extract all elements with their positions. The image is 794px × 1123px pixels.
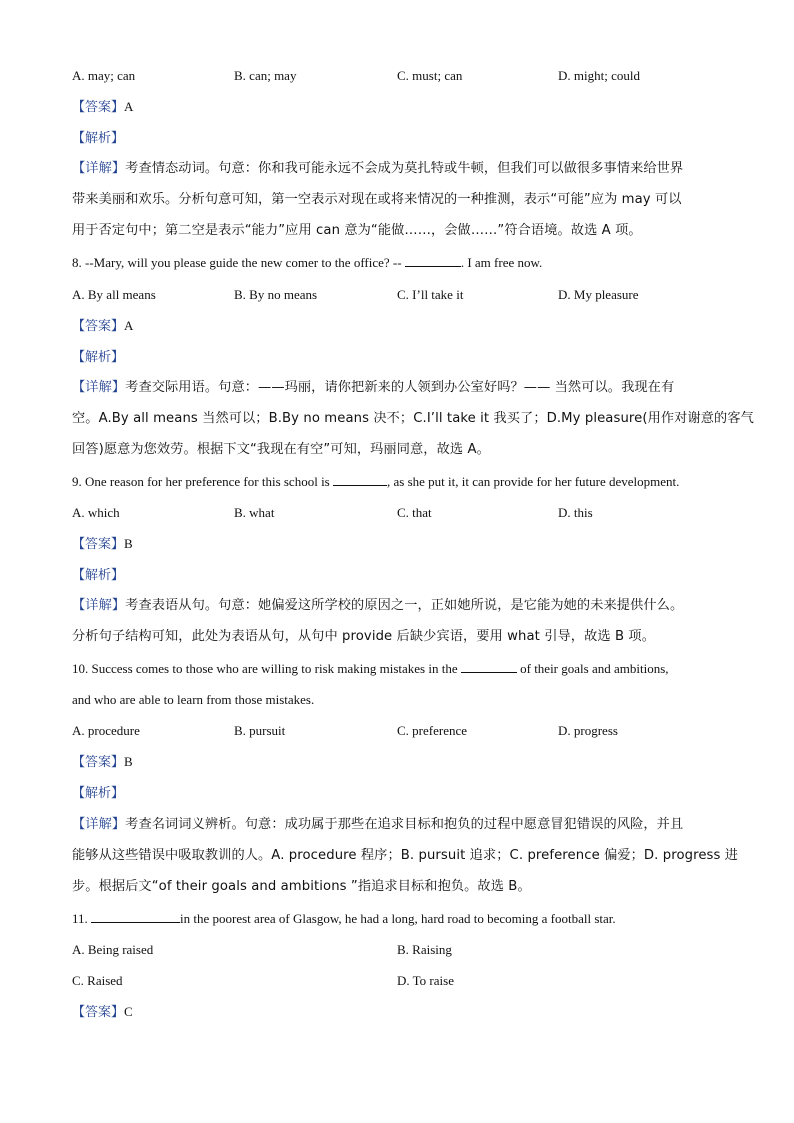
q9-option-c: C. that	[397, 505, 432, 520]
analysis-tag: 【解析】	[72, 350, 125, 365]
detail-tag: 【详解】	[72, 598, 126, 613]
q10-option-a: A. procedure	[72, 723, 140, 738]
q7-detail-line-3: 用于否定句中；第二空是表示“能力”应用 can 意为“能做……，会做……”符合语境。故选 A 项。	[72, 223, 642, 238]
q9-detail-line-1	[72, 597, 683, 615]
answer-value: C	[124, 1004, 133, 1019]
q7-option-a: A. may; can	[72, 68, 136, 83]
stem-text: . I am free now.	[460, 255, 543, 270]
detail-tag: 【详解】	[72, 380, 126, 395]
q8-answer	[72, 317, 133, 336]
answer-value: A	[124, 99, 134, 114]
q8-detail-line-2: 空。A.By all means 当然可以；B.By no means 决不；C.I’ll take it 我买了；D.My pleasure(用作对谢意的客气	[72, 411, 754, 426]
answer-value: B	[124, 536, 133, 551]
q11-option-c: C. Raised	[72, 973, 123, 988]
q8-option-a: A. By all means	[72, 287, 156, 302]
answer-tag: 【答案】	[72, 1005, 125, 1020]
q8-option-b: B. By no means	[234, 287, 318, 302]
answer-blank	[333, 473, 387, 486]
q11-answer	[72, 1003, 133, 1022]
q10-detail-line-2: 能够从这些错误中吸取教训的人。A. procedure 程序；B. pursuit 追求；C. preference 偏爱；D. progress 进	[72, 848, 739, 863]
q11-option-b: B. Raising	[397, 942, 452, 957]
q9-option-b: B. what	[234, 505, 275, 520]
answer-blank	[91, 910, 180, 923]
q7-option-d: D. might; could	[558, 68, 640, 83]
q11-option-d: D. To raise	[397, 973, 454, 988]
q8-detail-line-3: 回答)愿意为您效劳。根据下文“我现在有空”可知，玛丽同意，故选 A。	[72, 442, 490, 457]
detail-text: 考查情态动词。句意：你和我可能永远不会成为莫扎特或牛顿，但我们可以做很多事情来给世界	[125, 161, 684, 176]
detail-tag: 【详解】	[72, 161, 126, 176]
analysis-tag: 【解析】	[72, 568, 125, 583]
stem-text: , as she put it, it can provide for her future development.	[386, 474, 680, 489]
detail-text: 考查交际用语。句意：——玛丽，请你把新来的人领到办公室好吗？—— 当然可以。我现在有	[125, 380, 675, 395]
q10-stem-line-2: and who are able to learn from those mistakes.	[72, 692, 315, 707]
q7-option-b: B. can; may	[234, 68, 297, 83]
q7-detail-line-1	[72, 160, 683, 178]
answer-value: A	[124, 318, 134, 333]
detail-text: 考查表语从句。句意：她偏爱这所学校的原因之一，正如她所说，是它能为她的未来提供什么。	[125, 598, 684, 613]
q10-detail-line-3: 步。根据后文“of their goals and ambitions ”指追求目标和抱负。故选 B。	[72, 879, 531, 894]
q9-answer	[72, 535, 133, 554]
stem-text: 10. Success comes to those who are willing to risk making mistakes in the	[72, 661, 461, 676]
q10-option-d: D. progress	[558, 723, 618, 738]
q9-analysis	[72, 566, 124, 585]
answer-tag: 【答案】	[72, 537, 125, 552]
answer-value: B	[124, 754, 133, 769]
q10-option-b: B. pursuit	[234, 723, 286, 738]
answer-tag: 【答案】	[72, 755, 125, 770]
detail-text: 考查名词词义辨析。句意：成功属于那些在追求目标和抱负的过程中愿意冒犯错误的风险，并且	[125, 817, 684, 832]
q9-stem	[72, 473, 679, 491]
q10-analysis	[72, 784, 124, 803]
answer-tag: 【答案】	[72, 319, 125, 334]
stem-text: 8. --Mary, will you please guide the new comer to the office? --	[72, 255, 405, 270]
q9-option-d: D. this	[558, 505, 593, 520]
q8-stem	[72, 254, 542, 272]
stem-text: 9. One reason for her preference for this school is	[72, 474, 333, 489]
q9-option-a: A. which	[72, 505, 120, 520]
q8-option-c: C. I’ll take it	[397, 287, 464, 302]
stem-text: 11.	[72, 911, 92, 926]
answer-blank	[461, 660, 517, 673]
q10-stem-line-1	[72, 660, 669, 678]
q10-option-c: C. preference	[397, 723, 468, 738]
q9-detail-line-2: 分析句子结构可知，此处为表语从句，从句中 provide 后缺少宾语，要用 what 引导，故选 B 项。	[72, 629, 655, 644]
q11-stem	[72, 910, 616, 928]
analysis-tag: 【解析】	[72, 786, 125, 801]
stem-text: in the poorest area of Glasgow, he had a long, hard road to becoming a football star.	[180, 911, 616, 926]
q11-option-a: A. Being raised	[72, 942, 154, 957]
analysis-tag: 【解析】	[72, 131, 125, 146]
answer-tag: 【答案】	[72, 100, 125, 115]
q7-detail-line-2: 带来美丽和欢乐。分析句意可知，第一空表示对现在或将来情况的一种推测，表示“可能”应为 may 可以	[72, 192, 682, 207]
q10-answer	[72, 753, 133, 772]
q7-analysis	[72, 129, 124, 148]
q7-option-c: C. must; can	[397, 68, 463, 83]
q7-answer	[72, 98, 133, 117]
q8-option-d: D. My pleasure	[558, 287, 639, 302]
detail-tag: 【详解】	[72, 817, 126, 832]
q8-analysis	[72, 348, 124, 367]
stem-text: of their goals and ambitions,	[516, 661, 669, 676]
q8-detail-line-1	[72, 379, 674, 397]
answer-blank	[405, 254, 461, 267]
q10-detail-line-1	[72, 816, 683, 834]
